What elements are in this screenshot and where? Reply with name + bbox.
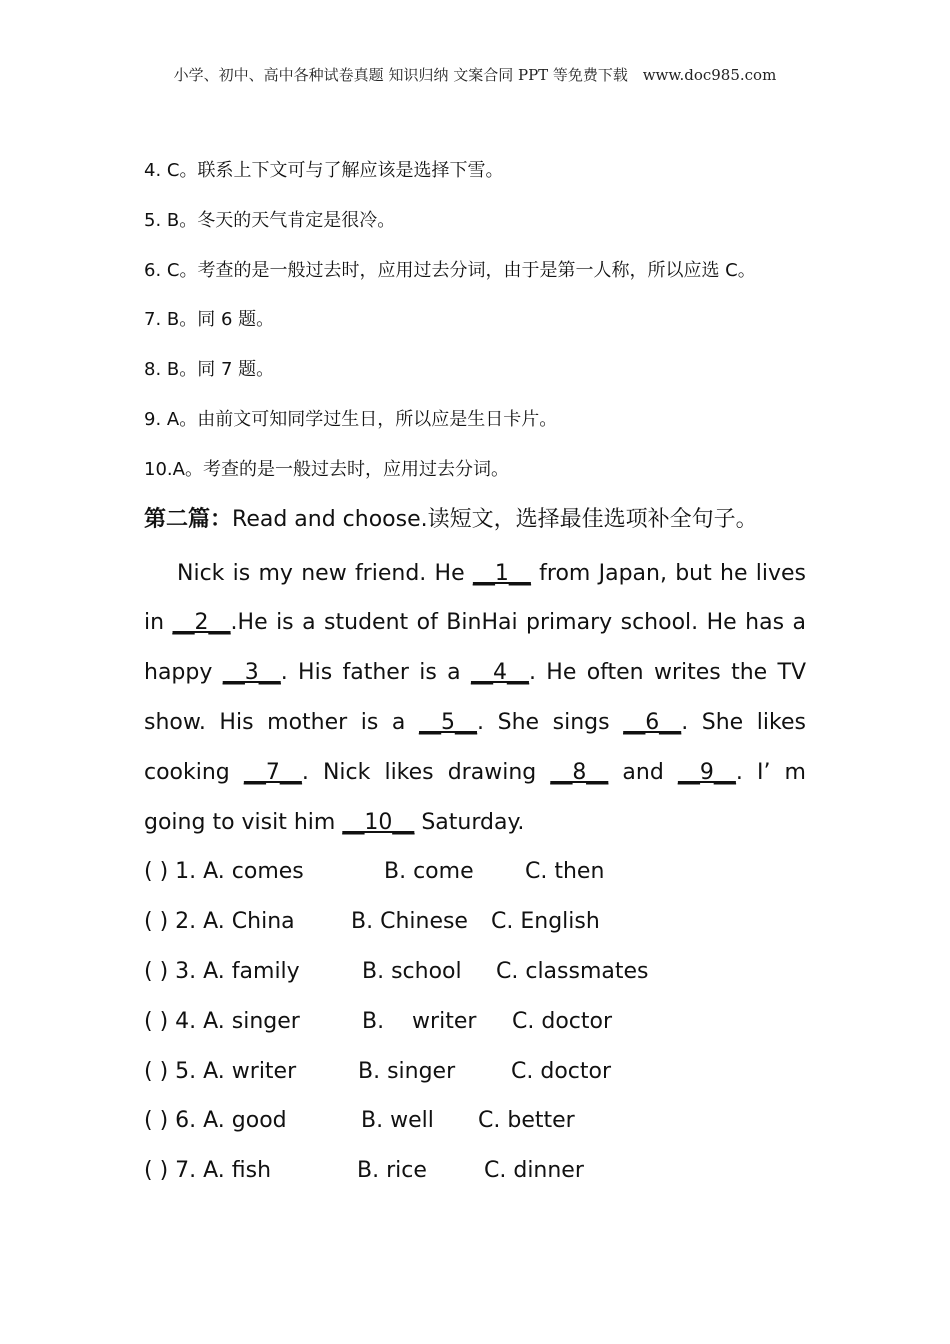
option-c: C. English (491, 909, 600, 935)
option-b: B. well (361, 1108, 434, 1134)
reading-passage (144, 549, 806, 848)
option-b: B. come (384, 859, 474, 885)
answer-line: 5. B。冬天的天气肯定是很冷。 (144, 209, 396, 231)
option-c: C. classmates (496, 958, 649, 984)
passage-text: Nick is my new friend. He (177, 560, 473, 586)
passage-text: .He is a student of BinHai primary school. He has a happy (144, 610, 806, 686)
option-b: B. singer (358, 1058, 456, 1084)
passage-text: . I’ m going to visit him (144, 759, 806, 835)
option-b: B. Chinese (351, 909, 468, 935)
blank-9: __9__ (677, 759, 736, 785)
answer-line: 6. C。考查的是一般过去时，应用过去分词，由于是第一人称，所以应选 C。 (144, 259, 756, 281)
section-title: Read and choose.读短文，选择最佳选项补全句子。 (232, 506, 758, 532)
section-heading (144, 499, 806, 549)
option-c: C. then (525, 859, 605, 885)
option-question: ( ) 5. A. writer (144, 1058, 297, 1084)
option-row (144, 997, 806, 1047)
passage-text: Saturday. (414, 809, 525, 835)
option-question: ( ) 4. A. singer (144, 1008, 300, 1034)
option-b: B. school (362, 958, 462, 984)
option-c: C. dinner (484, 1158, 584, 1184)
blank-3: __3__ (222, 660, 281, 686)
blank-2: __2__ (172, 610, 231, 636)
passage-text: . She likes cooking (144, 709, 806, 785)
page-header (0, 64, 950, 85)
passage-text: . He often writes the TV show. His mother is a (144, 660, 806, 735)
option-c: C. doctor (512, 1008, 612, 1034)
header-url: www.doc985.com (642, 66, 777, 84)
option-b: B. rice (357, 1158, 427, 1184)
option-row (144, 947, 806, 997)
answer-line: 4. C。联系上下文可与了解应该是选择下雪。 (144, 160, 504, 181)
option-b: B. writer (362, 1008, 477, 1034)
option-row (144, 1146, 806, 1196)
blank-6: __6__ (623, 709, 682, 735)
blank-8: __8__ (550, 759, 609, 785)
answer-line: 10.A。考查的是一般过去时，应用过去分词。 (144, 458, 509, 480)
option-question: ( ) 3. A. family (144, 958, 300, 984)
document-body (144, 150, 806, 1196)
option-row (144, 1096, 806, 1146)
blank-4: __4__ (470, 660, 529, 686)
option-row (144, 897, 806, 947)
option-question: ( ) 2. A. China (144, 909, 295, 935)
passage-text: . His father is a (280, 660, 471, 686)
answer-line: 7. B。同 6 题。 (144, 309, 275, 331)
option-question: ( ) 7. A. fish (144, 1158, 272, 1184)
blank-1: __1__ (472, 560, 531, 586)
blank-7: __7__ (243, 759, 302, 785)
passage-text: . Nick likes drawing (301, 759, 551, 785)
header-text: 小学、初中、高中各种试卷真题 知识归纳 文案合同 PPT 等免费下载 (173, 66, 628, 84)
passage-text: and (608, 759, 678, 785)
section-label: 第二篇： (144, 506, 233, 532)
passage-text: . She sings (477, 709, 624, 735)
option-question: ( ) 6. A. good (144, 1108, 287, 1134)
option-row (144, 847, 806, 897)
blank-10: __10__ (342, 809, 415, 835)
answer-line: 8. B。同 7 题。 (144, 359, 275, 381)
answer-line: 9. A。由前文可知同学过生日，所以应是生日卡片。 (144, 408, 558, 430)
option-question: ( ) 1. A. comes (144, 859, 304, 885)
option-c: C. better (478, 1108, 575, 1134)
option-c: C. doctor (511, 1058, 611, 1084)
passage-text: from Japan, but he lives in (144, 560, 806, 636)
option-row (144, 1047, 806, 1097)
blank-5: __5__ (419, 709, 478, 735)
